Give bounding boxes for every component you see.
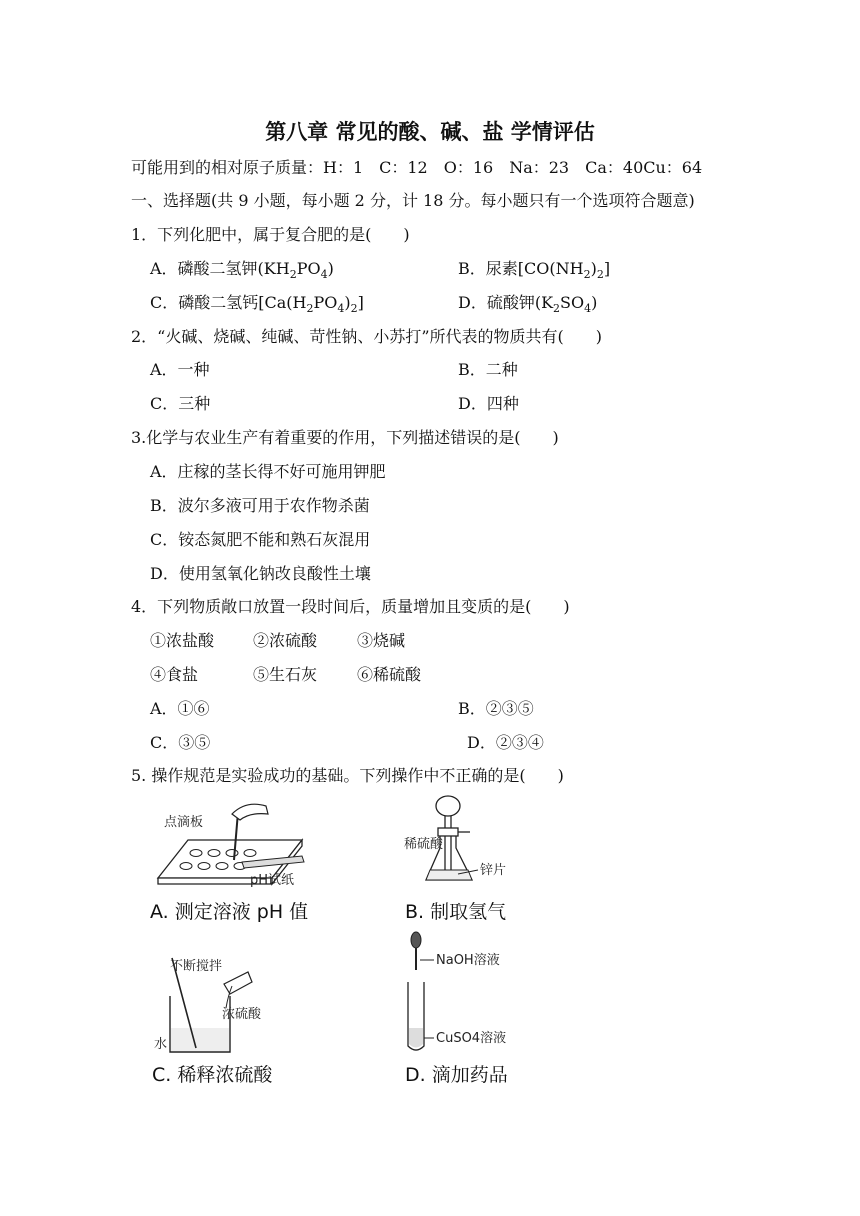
figure-d-caption: D. 滴加药品 (405, 1064, 508, 1086)
label-ph-paper: pH试纸 (250, 873, 295, 888)
q4-item: ⑥稀硫酸 (357, 665, 422, 684)
q3-option-b: B．波尔多液可用于农作物杀菌 (150, 496, 370, 515)
figure-c-caption: C. 稀释浓硫酸 (152, 1064, 273, 1086)
q4-item: ②浓硫酸 (253, 631, 318, 650)
label-conc-acid: 浓硫酸 (222, 1007, 262, 1022)
label-water: 水 (154, 1037, 168, 1052)
figure-hydrogen-setup (398, 792, 518, 892)
q2-option-d: D．四种 (458, 394, 519, 413)
figure-a-caption: A. 测定溶液 pH 值 (150, 901, 309, 923)
q1-option-a: A．磷酸二氢钾$(KH_2PO_4)$ (150, 259, 334, 282)
section-heading: 一、选择题(共 9 小题，每小题 2 分，计 18 分。每小题只有一个选项符合题意) (131, 191, 695, 210)
figure-b-caption: B. 制取氢气 (405, 901, 507, 923)
q2-option-c: C．三种 (150, 394, 211, 413)
q3-option-d: D．使用氢氧化钠改良酸性土壤 (150, 564, 371, 583)
label-zinc: 锌片 (480, 863, 507, 878)
figure-ph-test (146, 800, 316, 892)
label-dilute-acid: 稀硫酸 (404, 837, 444, 852)
q4-stem: 4．下列物质敞口放置一段时间后，质量增加且变质的是( ) (131, 597, 570, 616)
atomic-masses: 可能用到的相对原子质量：H：1 C：12 O：16 Na：23 Ca：40Cu：64 (131, 158, 703, 177)
q3-stem: 3.化学与农业生产有着重要的作用，下列描述错误的是( ) (131, 428, 559, 447)
q4-option-a: A．①⑥ (150, 699, 210, 718)
q1-stem: 1．下列化肥中，属于复合肥的是( ) (131, 225, 410, 244)
q4-option-c: C．③⑤ (150, 733, 211, 752)
label-naoh: NaOH溶液 (436, 953, 500, 968)
q2-stem: 2．“火碱、烧碱、纯碱、苛性钠、小苏打”所代表的物质共有( ) (131, 327, 603, 346)
page-title: 第八章 常见的酸、碱、盐 学情评估 (265, 120, 595, 144)
q5-stem: 5. 操作规范是实验成功的基础。下列操作中不正确的是( ) (131, 766, 564, 785)
q4-item: ①浓盐酸 (150, 631, 215, 650)
label-stir: 不断搅拌 (170, 959, 223, 974)
q4-item: ⑤生石灰 (253, 665, 318, 684)
q3-option-c: C．铵态氮肥不能和熟石灰混用 (150, 530, 371, 549)
q4-item: ④食盐 (150, 665, 199, 684)
figure-dilute-acid (152, 956, 292, 1056)
q4-option-b: B．②③⑤ (458, 699, 534, 718)
q1-option-c: C．磷酸二氢钙$[Ca(H_2PO_4)_2]$ (150, 293, 364, 316)
figure-add-reagent (404, 930, 534, 1056)
q3-option-a: A．庄稼的茎长得不好可施用钾肥 (150, 462, 386, 481)
q1-option-b: B．尿素$[CO(NH_2)_2]$ (458, 259, 611, 282)
q2-option-b: B．二种 (458, 360, 518, 379)
q4-item: ③烧碱 (357, 631, 406, 650)
q1-option-d: D．硫酸钾$(K_2SO_4)$ (458, 293, 598, 316)
label-cuso4: CuSO4溶液 (436, 1031, 507, 1046)
label-plate: 点滴板 (164, 815, 204, 830)
q2-option-a: A．一种 (150, 360, 210, 379)
q4-option-d: D．②③④ (467, 733, 544, 752)
